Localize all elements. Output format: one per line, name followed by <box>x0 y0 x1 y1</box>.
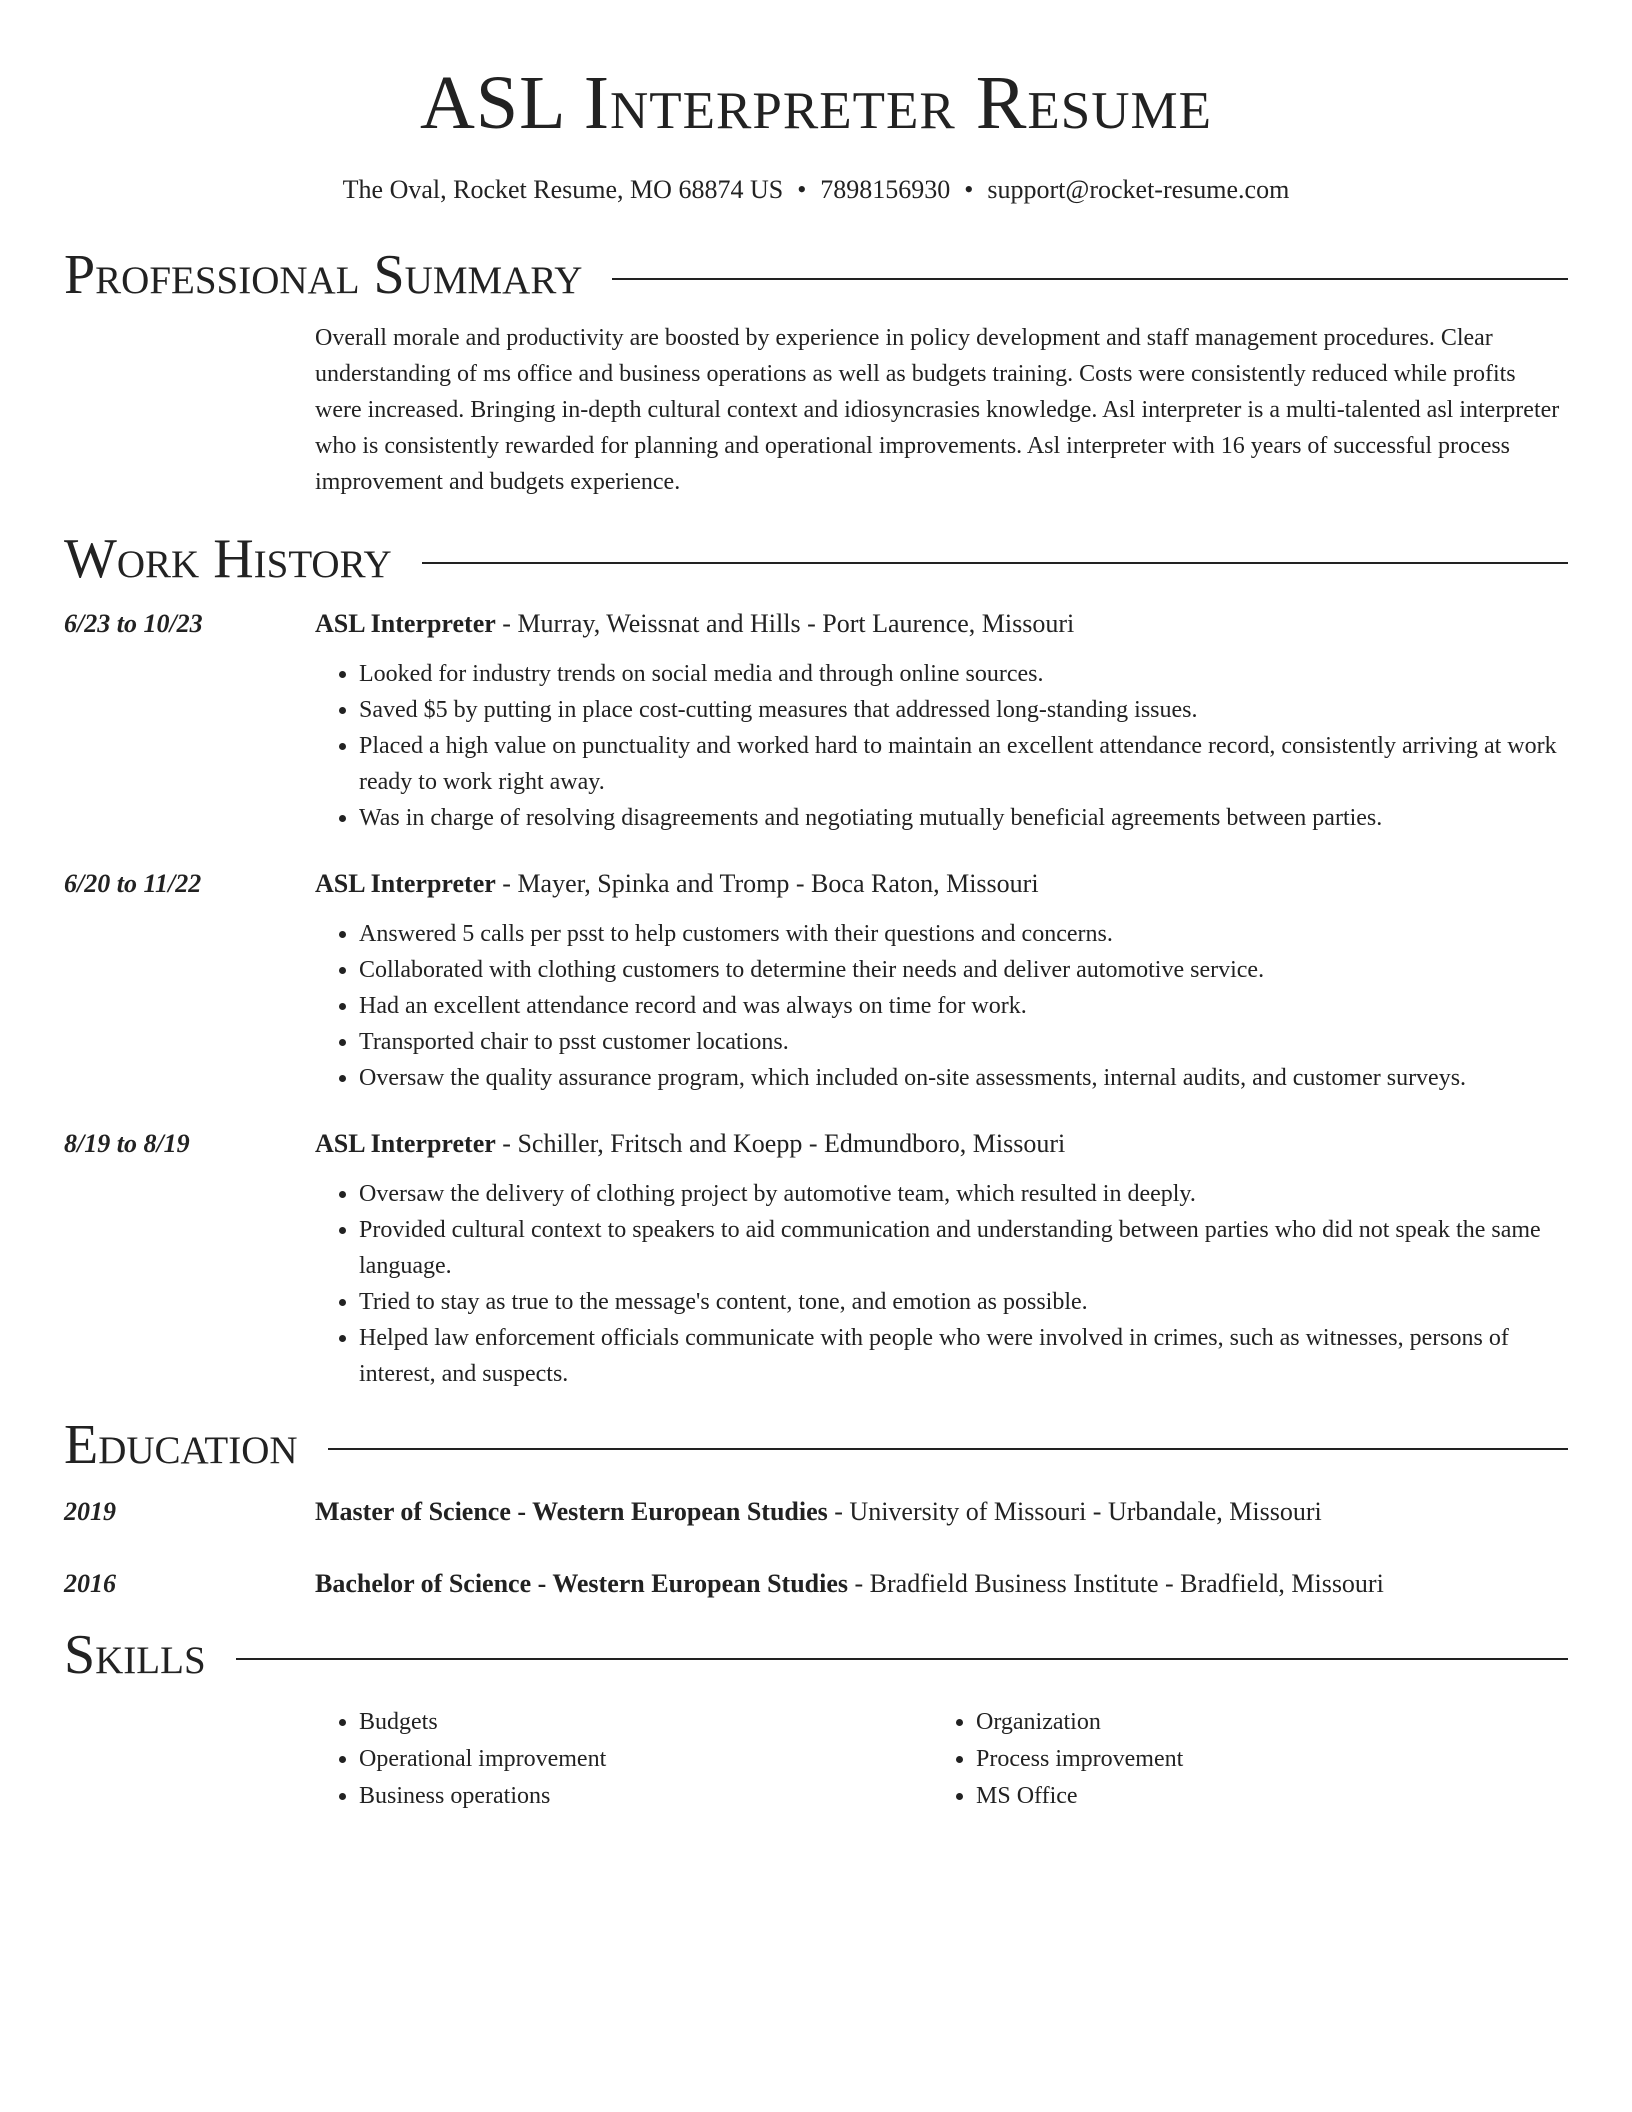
skills-column-left <box>315 1704 932 1815</box>
list-item: • Transported chair to psst customer locations. <box>359 1024 1568 1060</box>
job-bullets <box>315 916 1568 1096</box>
education-year: 2016 <box>64 1569 116 1598</box>
work-section-title: Work History <box>64 528 392 590</box>
list-item: • Helped law enforcement officials communicate with people who were involved in crimes, such as witnesses, persons of interest, and suspects. <box>359 1320 1568 1392</box>
education-entry <box>64 1494 1568 1530</box>
education-degree: Master of Science - Western European Studies <box>315 1497 828 1526</box>
job-entry <box>64 1126 1568 1392</box>
list-item: • Provided cultural context to speakers to aid communication and understanding between parties who did not speak the same language. <box>359 1212 1568 1284</box>
skill-item: • Organization <box>976 1704 1549 1741</box>
list-item: • Looked for industry trends on social media and through online sources. <box>359 656 1568 692</box>
job-role: ASL Interpreter <box>315 609 496 638</box>
summary-section-header <box>64 244 1568 306</box>
skills-section-title: Skills <box>64 1624 206 1686</box>
skills-grid <box>315 1704 1568 1815</box>
job-entry <box>64 866 1568 1096</box>
summary-text: Overall morale and productivity are boosted by experience in policy development and staff management procedures. Clear understanding of ms office and business operations as well as budgets training. Costs were consistently reduced while profits were increased. Bringing in-depth cultural context and idiosyncrasies knowledge. Asl interpreter is a multi-talented asl interpreter who is consistently rewarded for planning and operational improvements. Asl interpreter with 16 years of successful process improvement and budgets experience. <box>315 325 1560 495</box>
resume-title: ASL Interpreter Resume <box>419 61 1213 145</box>
skill-item: • Process improvement <box>976 1741 1549 1778</box>
education-degree: Bachelor of Science - Western European Studies <box>315 1569 848 1598</box>
list-item: • Oversaw the delivery of clothing project by automotive team, which resulted in deeply. <box>359 1176 1568 1212</box>
education-entry <box>64 1566 1568 1602</box>
job-header <box>64 606 1568 642</box>
section-divider <box>422 562 1568 564</box>
job-role: ASL Interpreter <box>315 869 496 898</box>
education-section-header <box>64 1414 1568 1476</box>
job-details: - Schiller, Fritsch and Koepp - Edmundboro, Missouri <box>495 1129 1066 1158</box>
contact-phone: 7898156930 <box>820 175 951 204</box>
section-divider <box>236 1658 1568 1660</box>
job-title <box>315 1126 1065 1162</box>
job-dates: 8/19 to 8/19 <box>64 1129 190 1158</box>
contact-separator: • <box>964 175 974 204</box>
list-item: • Had an excellent attendance record and was always on time for work. <box>359 988 1568 1024</box>
job-title <box>315 866 1039 902</box>
list-item: • Tried to stay as true to the message's content, tone, and emotion as possible. <box>359 1284 1568 1320</box>
list-item: • Collaborated with clothing customers to determine their needs and deliver automotive service. <box>359 952 1568 988</box>
contact-separator: • <box>797 175 807 204</box>
job-details: - Mayer, Spinka and Tromp - Boca Raton, Missouri <box>495 869 1039 898</box>
skill-item: • Operational improvement <box>359 1741 932 1778</box>
job-details: - Murray, Weissnat and Hills - Port Laurence, Missouri <box>495 609 1075 638</box>
skill-item: • Budgets <box>359 1704 932 1741</box>
job-title <box>315 606 1074 642</box>
list-item: • Placed a high value on punctuality and worked hard to maintain an excellent attendance record, consistently arriving at work ready to work right away. <box>359 728 1568 800</box>
job-header <box>64 1126 1568 1162</box>
job-entry <box>64 606 1568 836</box>
job-dates: 6/23 to 10/23 <box>64 609 203 638</box>
education-section-title: Education <box>64 1414 298 1476</box>
job-bullets <box>315 1176 1568 1392</box>
skills-column-right <box>932 1704 1549 1815</box>
job-header <box>64 866 1568 902</box>
list-item: • Saved $5 by putting in place cost-cutting measures that addressed long-standing issues. <box>359 692 1568 728</box>
contact-email: support@rocket-resume.com <box>987 175 1290 204</box>
section-divider <box>328 1448 1568 1450</box>
job-role: ASL Interpreter <box>315 1129 496 1158</box>
work-section-header <box>64 528 1568 590</box>
skill-item: • Business operations <box>359 1778 932 1815</box>
education-title <box>315 1494 1322 1530</box>
contact-address: The Oval, Rocket Resume, MO 68874 US <box>342 175 784 204</box>
summary-section-title: Professional Summary <box>64 244 583 306</box>
education-details: - Bradfield Business Institute - Bradfield, Missouri <box>848 1569 1384 1598</box>
job-bullets <box>315 656 1568 836</box>
skills-section-header <box>64 1624 1568 1686</box>
education-title <box>315 1566 1384 1602</box>
job-dates: 6/20 to 11/22 <box>64 869 202 898</box>
list-item: • Answered 5 calls per psst to help customers with their questions and concerns. <box>359 916 1568 952</box>
skill-item: • MS Office <box>976 1778 1549 1815</box>
section-divider <box>612 278 1568 280</box>
contact-line <box>64 174 1568 206</box>
list-item: • Oversaw the quality assurance program, which included on-site assessments, internal audits, and customer surveys. <box>359 1060 1568 1096</box>
education-year: 2019 <box>64 1497 116 1526</box>
list-item: • Was in charge of resolving disagreements and negotiating mutually beneficial agreements between parties. <box>359 800 1568 836</box>
education-details: - University of Missouri - Urbandale, Missouri <box>827 1497 1322 1526</box>
